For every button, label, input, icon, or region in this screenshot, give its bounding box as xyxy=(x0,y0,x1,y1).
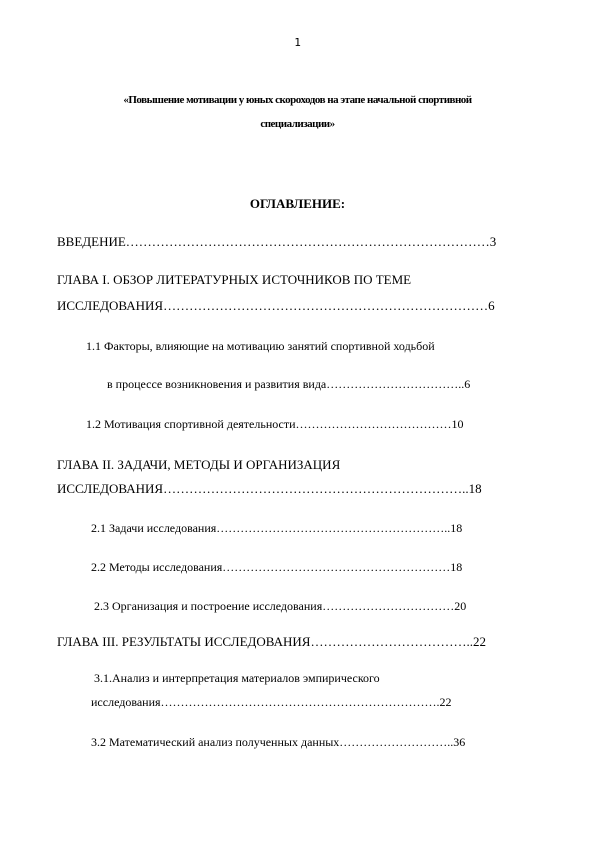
toc-entry-chapter-1-line-2: ИССЛЕДОВАНИЯ…………………………………………………………………6 xyxy=(57,298,495,313)
toc-entry-2-1: 2.1 Задачи исследования…………………………………………………..18 xyxy=(91,521,463,535)
toc-entry-1-2: 1.2 Мотивация спортивной деятельности…………………………………10 xyxy=(86,417,464,431)
toc-entry-intro: ВВЕДЕНИЕ…………………………………………………………………………3 xyxy=(57,234,497,249)
toc-entry-2-3: 2.3 Организация и построение исследования……………………………20 xyxy=(94,599,467,613)
toc-entry-3-1-line-2: исследования…………………………………………………………….22 xyxy=(91,695,452,709)
toc-entry-1-1-line-2: в процессе возникновения и развития вида……………………………..6 xyxy=(107,377,471,391)
toc-entry-chapter-2-line-1: ГЛАВА II. ЗАДАЧИ, МЕТОДЫ И ОРГАНИЗАЦИЯ xyxy=(57,457,341,472)
toc-entry-chapter-2-line-2: ИССЛЕДОВАНИЯ……………………………………………………………..18 xyxy=(57,481,482,496)
toc-entry-3-1-line-1: 3.1.Анализ и интерпретация материалов эмпирического xyxy=(94,671,380,685)
document-title xyxy=(60,88,535,136)
toc-entry-1-1-line-1: 1.1 Факторы, влияющие на мотивацию занятий спортивной ходьбой xyxy=(86,339,435,353)
toc-entry-chapter-1-line-1: ГЛАВА I. ОБЗОР ЛИТЕРАТУРНЫХ ИСТОЧНИКОВ ПО ТЕМЕ xyxy=(57,272,412,287)
toc-entry-2-2: 2.2 Методы исследования…………………………………………………18 xyxy=(91,560,463,574)
toc-heading: ОГЛАВЛЕНИЕ: xyxy=(249,196,346,211)
title-line-1: «Повышение мотивации у юных скороходов на этапе начальной спортивной xyxy=(123,94,472,106)
page-number: 1 xyxy=(294,36,301,49)
title-line-2: специализации» xyxy=(260,118,335,130)
toc-entry-chapter-3: ГЛАВА III. РЕЗУЛЬТАТЫ ИССЛЕДОВАНИЯ………………………………..22 xyxy=(57,634,486,649)
toc-entry-3-2: 3.2 Математический анализ полученных данных………………………..36 xyxy=(91,735,466,749)
